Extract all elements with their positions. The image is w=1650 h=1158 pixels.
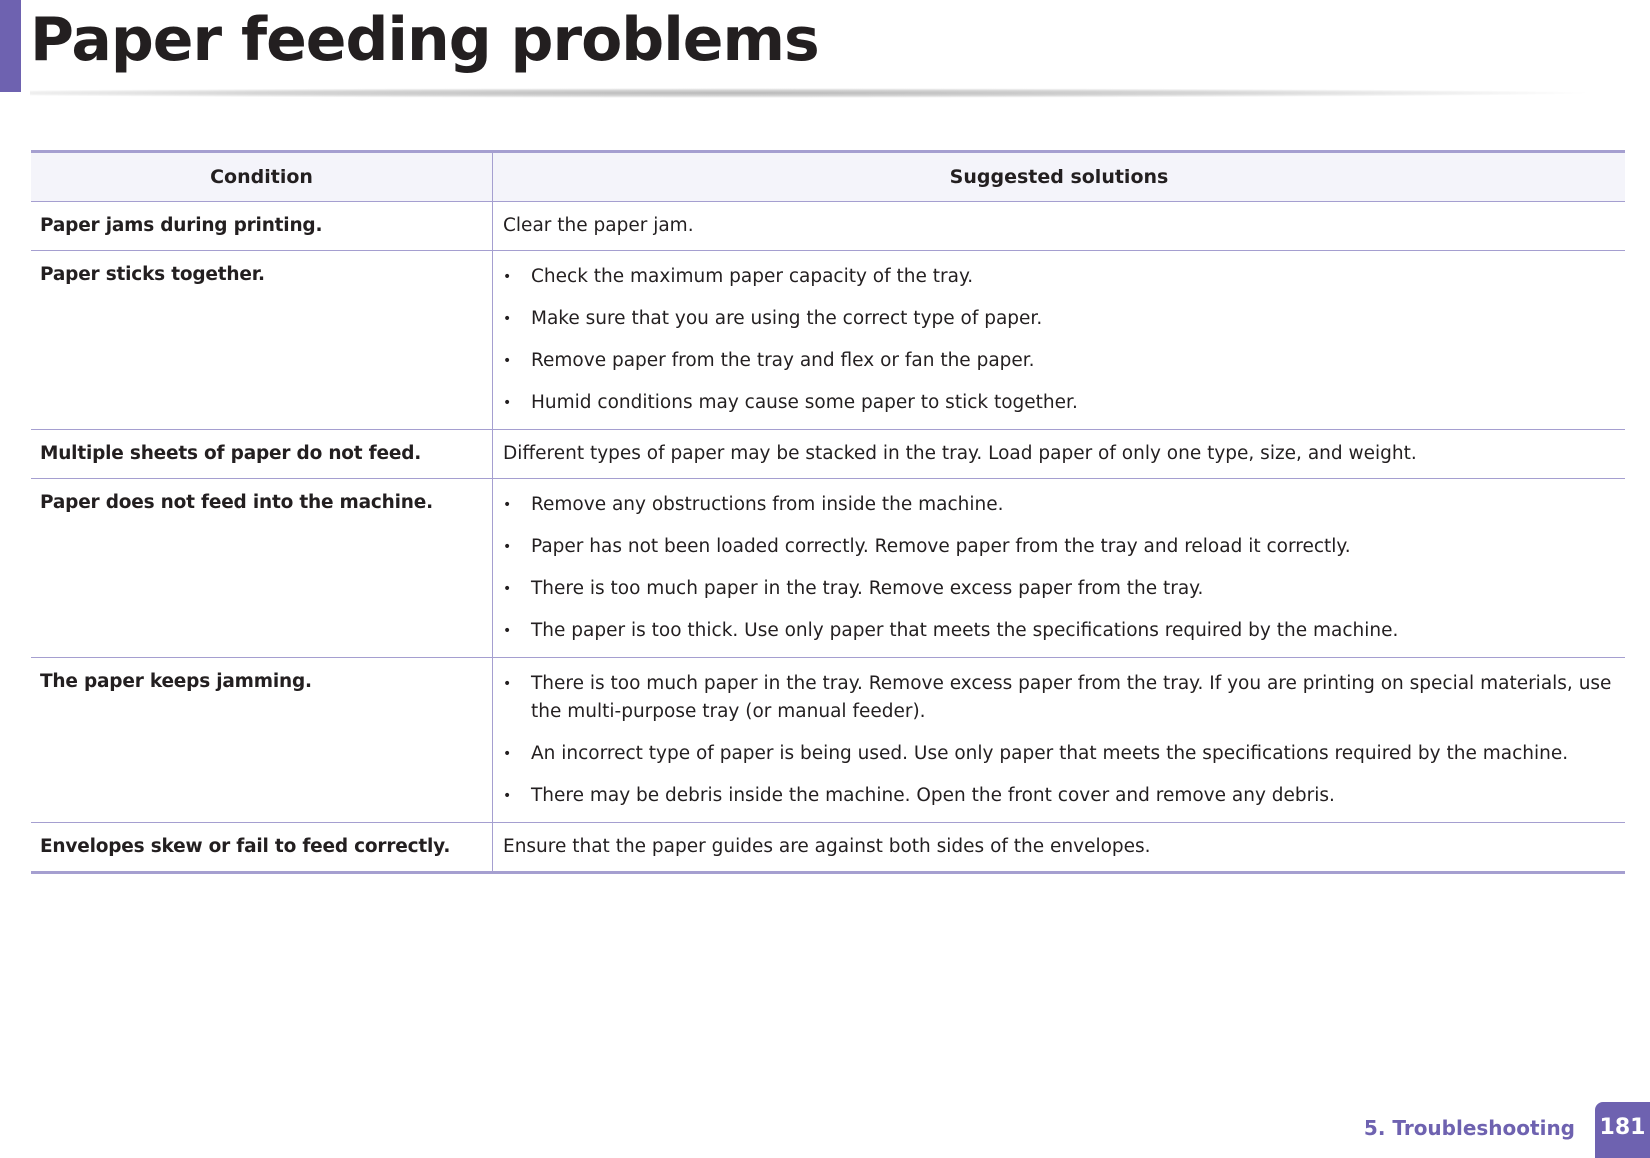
solution-item — [503, 533, 1613, 561]
solution-item — [503, 263, 1613, 291]
solution-cell — [493, 479, 1626, 658]
table-row — [31, 202, 1625, 251]
solution-cell — [493, 658, 1626, 823]
solution-item-text: There may be debris inside the machine. Open the front cover and remove any debris. — [531, 785, 1335, 806]
bullet-icon: • — [503, 623, 512, 639]
condition-cell: Envelopes skew or fail to feed correctly. — [31, 823, 493, 873]
title-underline — [30, 88, 1600, 98]
footer-section-label: 5. Troubleshooting — [1363, 1116, 1575, 1140]
bullet-icon: • — [503, 539, 512, 555]
solution-text: Different types of paper may be stacked in the tray. Load paper of only one type, size, and weight. — [503, 443, 1417, 464]
bullet-icon: • — [503, 746, 512, 762]
solution-cell — [493, 251, 1626, 430]
page-number-badge: 181 — [1595, 1102, 1650, 1158]
solution-list — [503, 491, 1613, 645]
solution-cell — [493, 430, 1626, 479]
condition-cell: Multiple sheets of paper do not feed. — [31, 430, 493, 479]
column-header-solutions: Suggested solutions — [493, 152, 1626, 202]
bullet-icon: • — [503, 353, 512, 369]
solution-item — [503, 389, 1613, 417]
solution-item — [503, 782, 1613, 810]
condition-cell: Paper does not feed into the machine. — [31, 479, 493, 658]
solution-item-text: Make sure that you are using the correct type of paper. — [531, 308, 1043, 329]
bullet-icon: • — [503, 788, 512, 804]
solution-item-text: An incorrect type of paper is being used. Use only paper that meets the specifications required by the machine. — [531, 743, 1569, 764]
column-header-condition: Condition — [31, 152, 493, 202]
page-title: Paper feeding problems — [30, 5, 819, 75]
solution-item-text: There is too much paper in the tray. Remove excess paper from the tray. — [531, 578, 1204, 599]
solution-item-text: There is too much paper in the tray. Remove excess paper from the tray. If you are printing on special materials, use the multi-purpose tray (or manual feeder). — [531, 673, 1612, 722]
solution-text: Ensure that the paper guides are against both sides of the envelopes. — [503, 836, 1151, 857]
solution-item — [503, 670, 1613, 726]
table-row — [31, 658, 1625, 823]
solution-item — [503, 740, 1613, 768]
solution-item-text: Humid conditions may cause some paper to stick together. — [531, 392, 1078, 413]
troubleshooting-table — [31, 150, 1625, 874]
bullet-icon: • — [503, 269, 512, 285]
condition-cell: Paper jams during printing. — [31, 202, 493, 251]
solution-text: Clear the paper jam. — [503, 215, 694, 236]
table-row — [31, 430, 1625, 479]
solution-item-text: Remove paper from the tray and flex or fan the paper. — [531, 350, 1035, 371]
bullet-icon: • — [503, 395, 512, 411]
solution-list — [503, 670, 1613, 810]
solution-item — [503, 575, 1613, 603]
table-row — [31, 251, 1625, 430]
solution-list — [503, 263, 1613, 417]
solution-item-text: Remove any obstructions from inside the machine. — [531, 494, 1004, 515]
solution-item — [503, 617, 1613, 645]
table-row — [31, 479, 1625, 658]
condition-cell: Paper sticks together. — [31, 251, 493, 430]
bullet-icon: • — [503, 581, 512, 597]
solution-item — [503, 347, 1613, 375]
solution-item — [503, 491, 1613, 519]
condition-cell: The paper keeps jamming. — [31, 658, 493, 823]
bullet-icon: • — [503, 676, 512, 692]
table-header-row — [31, 152, 1625, 202]
solution-item-text: Check the maximum paper capacity of the tray. — [531, 266, 974, 287]
solution-item-text: Paper has not been loaded correctly. Remove paper from the tray and reload it correctly. — [531, 536, 1351, 557]
solution-item — [503, 305, 1613, 333]
solution-cell — [493, 823, 1626, 873]
bullet-icon: • — [503, 311, 512, 327]
table-row — [31, 823, 1625, 873]
solution-cell — [493, 202, 1626, 251]
bullet-icon: • — [503, 497, 512, 513]
title-accent-bar — [0, 0, 21, 92]
solution-item-text: The paper is too thick. Use only paper that meets the specifications required by the machine. — [531, 620, 1399, 641]
